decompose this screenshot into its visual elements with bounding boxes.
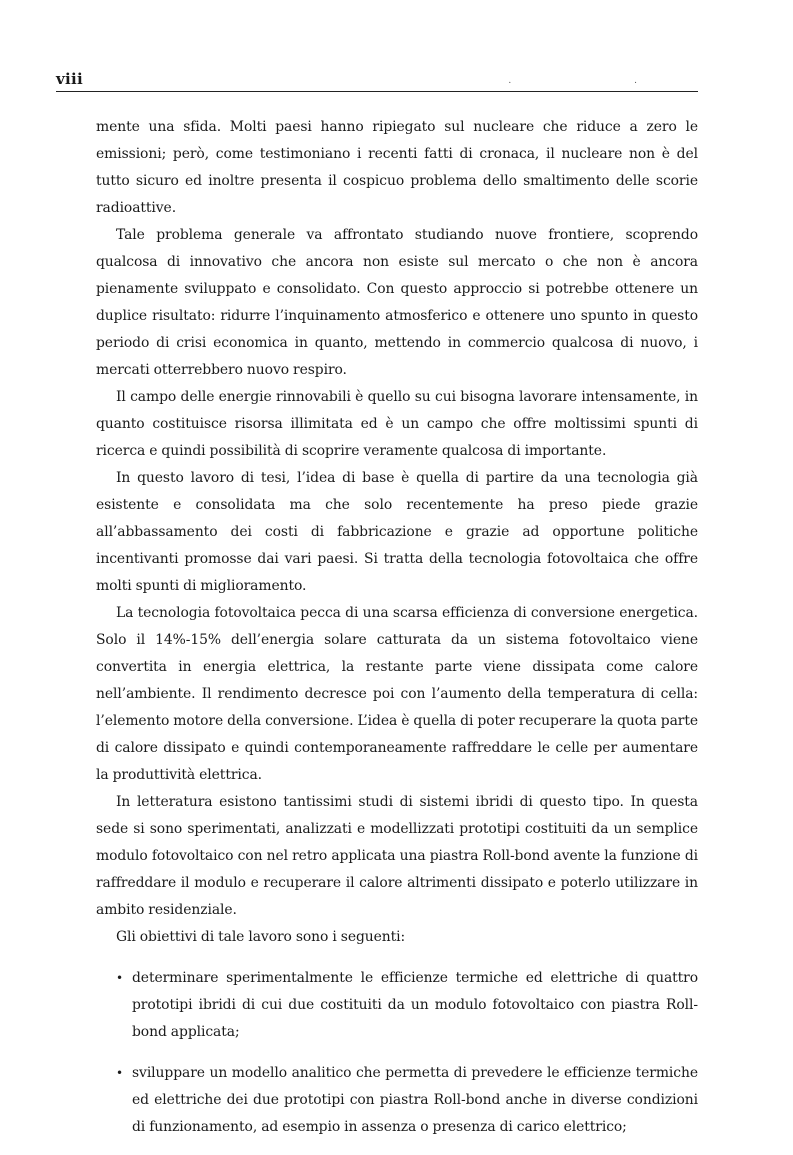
bullet-icon: • — [116, 971, 123, 985]
paragraph: La tecnologia fotovoltaica pecca di una scarsa efficienza di conversione energetica. Solo il 14%-15% dell’energia solare catturata da un sistema fotovoltaico viene convertita in energia elettrica, la restante parte viene dissipata come calore nell’ambiente. Il rendimento decresce poi con l’aumento della temperatura di cella: l’elemento motore della conversione. L’idea è quella di poter recuperare la quota parte di calore dissipato e quindi contemporaneamente raffreddare le celle per aumentare la produttività elettrica. — [96, 605, 698, 783]
bullet-icon: • — [116, 1066, 123, 1080]
list-item-text: determinare sperimentalmente le efficienze termiche ed elettriche di quattro prototipi ibridi di cui due costituiti da un modulo fotovoltaico con piastra Roll-bond applicata; — [132, 970, 698, 1040]
paragraph: In questo lavoro di tesi, l’idea di base è quella di partire da una tecnologia già esistente e consolidata ma che solo recentemente ha preso piede grazie all’abbassamento dei costi di fabbricazione e grazie ad opportune politiche incentivanti promosse dai vari paesi. Si tratta della tecnologia fotovoltaica che offre molti spunti di miglioramento. — [96, 470, 698, 594]
header-rule — [56, 91, 698, 92]
page-number: viii — [56, 70, 84, 88]
list-item — [96, 965, 698, 1046]
objectives-list — [96, 965, 698, 1141]
paragraph: Il campo delle energie rinnovabili è quello su cui bisogna lavorare intensamente, in quanto costituisce risorsa illimitata ed è un campo che offre moltissimi spunti di ricerca e quindi possibilità di scoprire veramente qualcosa di importante. — [96, 389, 698, 459]
running-header-marks: . . — [508, 76, 697, 86]
list-item — [96, 1060, 698, 1141]
body-text — [96, 114, 698, 1155]
paragraph-continuation: mente una sfida. Molti paesi hanno ripiegato sul nucleare che riduce a zero le emissioni; però, come testimoniano i recenti fatti di cronaca, il nucleare non è del tutto sicuro ed inoltre presenta il cospicuo problema dello smaltimento delle scorie radioattive. — [96, 119, 698, 216]
paragraph: Gli obiettivi di tale lavoro sono i seguenti: — [116, 929, 406, 945]
list-item-text: sviluppare un modello analitico che permetta di prevedere le efficienze termiche ed elettriche dei due prototipi con piastra Roll-bond anche in diverse condizioni di funzionamento, ad esempio in assenza o presenza di carico elettrico; — [132, 1065, 698, 1135]
paragraph: In letteratura esistono tantissimi studi di sistemi ibridi di questo tipo. In questa sede si sono sperimentati, analizzati e modellizzati prototipi costituiti da un semplice modulo fotovoltaico con nel retro applicata una piastra Roll-bond avente la funzione di raffreddare il modulo e recuperare il calore altrimenti dissipato e poterlo utilizzare in ambito residenziale. — [96, 794, 698, 918]
paragraph: Tale problema generale va affrontato studiando nuove frontiere, scoprendo qualcosa di innovativo che ancora non esiste sul mercato o che non è ancora pienamente sviluppato e consolidato. Con questo approccio si potrebbe ottenere un duplice risultato: ridurre l’inquinamento atmosferico e ottenere uno spunto in questo periodo di crisi economica in quanto, mettendo in commercio qualcosa di nuovo, i mercati otterrebbero nuovo respiro. — [96, 227, 698, 378]
